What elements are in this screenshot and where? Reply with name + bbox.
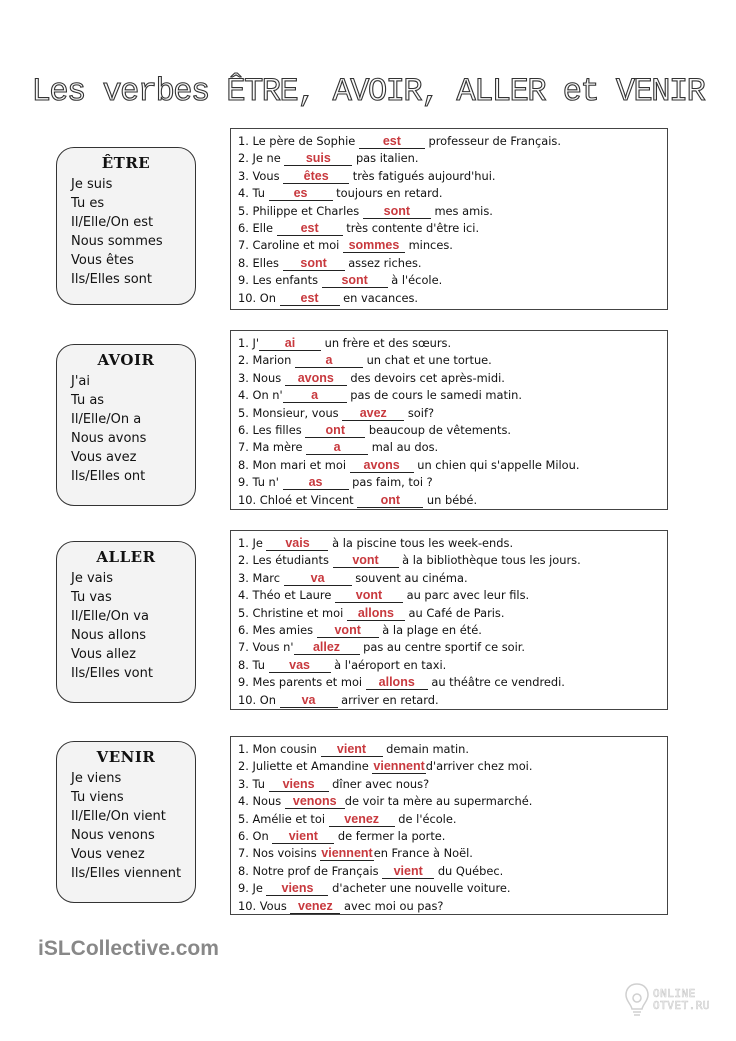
exercise-continuation: au Café de Paris. <box>404 605 505 620</box>
answer-blank[interactable] <box>363 205 431 219</box>
conjugation-line: Vous venez <box>71 847 145 862</box>
answer-text: a <box>333 440 341 455</box>
exercise-prompt: 10. Vous <box>238 898 291 913</box>
conjugation-line: Vous êtes <box>71 253 134 268</box>
answer-text: sont <box>300 255 327 270</box>
exercise-item <box>238 552 667 569</box>
exercise-continuation: au parc avec leur fils. <box>402 588 530 603</box>
answer-blank[interactable] <box>382 865 434 879</box>
exercise-continuation: à la piscine tous les week-ends. <box>328 536 514 550</box>
answer-text: venez <box>298 898 333 913</box>
exercise-item <box>238 133 667 150</box>
exercise-prompt: 8. Elles <box>238 255 283 270</box>
exercise-prompt: 7. Caroline et moi <box>238 238 343 253</box>
conjugation-verb-title: AVOIR <box>97 351 155 369</box>
exercise-box-1 <box>230 330 668 510</box>
answer-text: allons <box>357 605 394 620</box>
answer-blank[interactable] <box>277 222 343 236</box>
exercise-continuation: un chat et une tortue. <box>362 353 492 368</box>
exercise-box-3 <box>230 736 668 915</box>
exercise-prompt: 1. Je <box>238 536 267 550</box>
exercise-prompt: 5. Monsieur, vous <box>238 405 343 420</box>
conjugation-line: Tu as <box>71 393 105 408</box>
exercise-item <box>238 758 667 775</box>
exercise-prompt: 2. Je ne <box>238 151 285 166</box>
exercise-continuation: un chien qui s'appelle Milou. <box>413 457 580 472</box>
conjugation-line: Vous allez <box>71 647 136 662</box>
answer-text: est <box>382 134 401 148</box>
exercise-item <box>238 639 667 656</box>
exercise-item <box>238 674 667 691</box>
conjugation-line: Il/Elle/On est <box>71 215 154 230</box>
answer-blank[interactable] <box>359 135 425 149</box>
answer-text: viens <box>281 881 314 896</box>
answer-text: viennent <box>373 759 425 774</box>
conjugation-box-0 <box>56 147 196 305</box>
exercise-continuation: minces. <box>404 238 453 253</box>
exercise-prompt: 8. Tu <box>238 657 269 672</box>
exercise-continuation: soif? <box>404 405 434 420</box>
answer-blank[interactable] <box>343 239 405 253</box>
exercise-prompt: 3. Marc <box>238 570 284 585</box>
answer-text: va <box>310 570 325 585</box>
answer-blank[interactable] <box>294 641 360 655</box>
conjugation-line: Je vais <box>71 571 114 586</box>
answer-text: suis <box>305 151 331 166</box>
answer-text: vont <box>355 588 383 603</box>
exercise-prompt: 7. Ma mère <box>238 440 307 455</box>
exercise-item <box>238 237 667 254</box>
exercise-continuation: pas au centre sportif ce soir. <box>359 640 526 655</box>
exercise-continuation: avec moi ou pas? <box>340 898 444 913</box>
exercise-continuation: pas faim, toi ? <box>348 475 433 490</box>
exercise-item <box>238 290 667 307</box>
answer-text: vient <box>393 863 423 878</box>
conjugation-box-3 <box>56 741 196 903</box>
exercise-prompt: 6. Mes amies <box>238 622 317 637</box>
answer-blank[interactable] <box>283 389 347 403</box>
exercise-continuation: pas italien. <box>352 151 419 166</box>
answer-blank[interactable] <box>280 694 338 708</box>
answer-blank[interactable] <box>342 407 404 421</box>
answer-blank[interactable] <box>259 337 321 351</box>
exercise-continuation: très fatigués aujourd'hui. <box>349 168 496 183</box>
exercise-continuation: à l'aéroport en taxi. <box>330 657 447 672</box>
exercise-continuation: très contente d'être ici. <box>342 220 480 235</box>
exercise-prompt: 4. Tu <box>238 186 269 201</box>
answer-text: as <box>308 475 323 490</box>
answer-blank[interactable] <box>280 292 340 306</box>
answer-blank[interactable] <box>305 424 365 438</box>
exercise-prompt: 2. Marion <box>238 353 295 368</box>
exercise-continuation: du Québec. <box>434 863 504 878</box>
answer-blank[interactable] <box>350 459 414 473</box>
exercise-continuation: de fermer la porte. <box>334 828 446 843</box>
exercise-item <box>238 622 667 639</box>
exercise-prompt: 1. Le père de Sophie <box>238 134 359 148</box>
exercise-prompt: 6. Elle <box>238 220 277 235</box>
answer-blank[interactable] <box>284 572 352 586</box>
answer-text: vais <box>285 536 310 550</box>
exercise-item <box>238 255 667 272</box>
page-title: Les verbes ÊTRE, AVOIR, ALLER et VENIR <box>31 73 705 110</box>
exercise-continuation: à la plage en été. <box>378 622 482 637</box>
exercise-continuation: un bébé. <box>423 492 478 507</box>
exercise-prompt: 3. Tu <box>238 776 269 791</box>
exercise-continuation: toujours en retard. <box>332 186 443 201</box>
answer-blank[interactable] <box>285 795 345 809</box>
exercise-item <box>238 535 667 552</box>
exercise-prompt: 6. On <box>238 828 273 843</box>
exercise-continuation: de l'école. <box>394 811 457 826</box>
answer-text: sont <box>341 273 368 288</box>
exercise-item <box>238 405 667 422</box>
exercise-prompt: 9. Les enfants <box>238 273 322 288</box>
exercise-item <box>238 863 667 880</box>
exercise-continuation: un frère et des sœurs. <box>320 336 452 350</box>
exercise-prompt: 2. Les étudiants <box>238 553 333 568</box>
answer-blank[interactable] <box>347 607 405 621</box>
exercise-continuation: au théâtre ce vendredi. <box>427 675 565 690</box>
exercise-item <box>238 793 667 810</box>
answer-text: ont <box>380 492 400 507</box>
exercise-prompt: 5. Amélie et toi <box>238 811 329 826</box>
answer-text: allons <box>378 675 415 690</box>
exercise-prompt: 7. Nos voisins <box>238 846 321 861</box>
conjugation-line: Nous venons <box>71 828 155 843</box>
exercise-continuation: des devoirs cet après-midi. <box>346 370 505 385</box>
conjugation-verb-title: ÊTRE <box>101 154 151 172</box>
exercise-item <box>238 387 667 404</box>
exercise-item <box>238 220 667 237</box>
exercise-item <box>238 811 667 828</box>
conjugation-line: Il/Elle/On va <box>71 609 149 624</box>
exercise-continuation: beaucoup de vêtements. <box>365 422 512 437</box>
exercise-item <box>238 898 667 915</box>
conjugation-line: Je viens <box>71 771 122 786</box>
conjugation-line: Nous avons <box>71 431 147 446</box>
exercise-item <box>238 776 667 793</box>
answer-text: venons <box>292 794 337 809</box>
answer-blank[interactable] <box>372 760 425 774</box>
answer-text: avez <box>359 405 387 420</box>
exercise-continuation: mal au dos. <box>368 440 439 455</box>
conjugation-line: Ils/Elles sont <box>71 272 153 287</box>
exercise-prompt: 8. Notre prof de Français <box>238 863 383 878</box>
exercise-continuation: à l'école. <box>387 273 443 288</box>
exercise-item <box>238 203 667 220</box>
exercise-item <box>238 457 667 474</box>
conjugation-line: Tu es <box>71 196 105 211</box>
exercise-prompt: 2. Juliette et Amandine <box>238 759 373 774</box>
answer-blank[interactable] <box>333 554 399 568</box>
exercise-continuation: mes amis. <box>430 203 493 218</box>
answer-blank[interactable] <box>266 537 328 551</box>
exercise-item <box>238 741 667 758</box>
exercise-continuation: d'acheter une nouvelle voiture. <box>328 881 511 896</box>
answer-text: va <box>301 692 316 707</box>
exercise-prompt: 8. Mon mari et moi <box>238 457 350 472</box>
exercise-box-2 <box>230 530 668 710</box>
answer-text: sommes <box>348 238 400 253</box>
watermark <box>624 982 710 1018</box>
conjugation-line: Nous allons <box>71 628 146 643</box>
answer-text: ont <box>325 422 345 437</box>
answer-blank[interactable] <box>283 257 345 271</box>
answer-blank[interactable] <box>269 659 331 673</box>
answer-blank[interactable] <box>321 743 383 757</box>
answer-text: viens <box>282 776 315 791</box>
answer-blank[interactable] <box>366 676 428 690</box>
exercise-continuation: en vacances. <box>339 290 419 305</box>
exercise-prompt: 10. On <box>238 692 280 707</box>
exercise-prompt: 1. Mon cousin <box>238 742 321 756</box>
exercise-item <box>238 422 667 439</box>
exercise-continuation: d'arriver chez moi. <box>425 759 533 774</box>
exercise-continuation: souvent au cinéma. <box>351 570 468 585</box>
exercise-prompt: 9. Tu n' <box>238 475 283 490</box>
conjugation-line: Il/Elle/On vient <box>71 809 166 824</box>
conjugation-verb-title: ALLER <box>96 548 156 566</box>
lightbulb-icon <box>624 982 650 1018</box>
exercise-prompt: 6. Les filles <box>238 422 306 437</box>
answer-text: vas <box>289 657 310 672</box>
exercise-prompt: 4. Théo et Laure <box>238 588 335 603</box>
answer-text: a <box>311 388 319 403</box>
exercise-continuation: en France à Noël. <box>373 846 473 861</box>
exercise-continuation: de voir ta mère au supermarché. <box>344 794 533 809</box>
conjugation-line: Ils/Elles viennent <box>71 866 182 881</box>
exercise-item <box>238 439 667 456</box>
answer-blank[interactable] <box>290 900 340 914</box>
answer-blank[interactable] <box>266 882 328 896</box>
footer-logo: iSLCollective.com <box>38 937 219 960</box>
answer-text: es <box>293 186 308 201</box>
exercise-prompt: 4. On n' <box>238 388 283 403</box>
answer-blank[interactable] <box>283 476 349 490</box>
exercise-prompt: 9. Je <box>238 881 267 896</box>
answer-blank[interactable] <box>269 778 329 792</box>
exercise-item <box>238 692 667 709</box>
exercise-item <box>238 335 667 352</box>
exercise-item <box>238 492 667 509</box>
answer-text: viennent <box>321 846 373 861</box>
conjugation-line: Je suis <box>71 177 113 192</box>
exercise-item <box>238 185 667 202</box>
answer-text: est <box>300 220 319 235</box>
answer-text: ai <box>284 336 296 350</box>
conjugation-line: Ils/Elles vont <box>71 666 153 681</box>
exercise-box-0 <box>230 128 668 310</box>
exercise-prompt: 3. Nous <box>238 370 285 385</box>
exercise-item <box>238 370 667 387</box>
answer-text: vient <box>288 828 318 843</box>
exercise-item <box>238 168 667 185</box>
exercise-item <box>238 605 667 622</box>
watermark-line2: OTVET.RU <box>653 999 710 1012</box>
answer-blank[interactable] <box>335 589 403 603</box>
answer-blank[interactable] <box>295 354 363 368</box>
conjugation-box-2 <box>56 541 196 703</box>
answer-text: sont <box>383 203 411 218</box>
exercise-item <box>238 272 667 289</box>
exercise-prompt: 9. Mes parents et moi <box>238 675 366 690</box>
answer-text: vient <box>336 742 367 756</box>
exercise-continuation: professeur de Français. <box>424 134 561 148</box>
answer-blank[interactable] <box>322 274 388 288</box>
exercise-continuation: à la bibliothèque tous les jours. <box>398 553 581 568</box>
answer-text: venez <box>344 811 380 826</box>
answer-blank[interactable] <box>269 187 333 201</box>
conjugation-line: Nous sommes <box>71 234 163 249</box>
exercise-item <box>238 587 667 604</box>
exercise-continuation: dîner avec nous? <box>328 776 430 791</box>
answer-text: est <box>300 290 319 305</box>
exercise-prompt: 3. Vous <box>238 168 284 183</box>
answer-blank[interactable] <box>320 847 373 861</box>
exercise-prompt: 5. Philippe et Charles <box>238 203 363 218</box>
conjugation-box-1 <box>56 344 196 506</box>
exercise-prompt: 4. Nous <box>238 794 285 809</box>
answer-blank[interactable] <box>357 494 423 508</box>
exercise-prompt: 1. J' <box>238 336 259 350</box>
exercise-item <box>238 845 667 862</box>
conjugation-line: Tu vas <box>71 590 112 605</box>
answer-blank[interactable] <box>283 170 349 184</box>
answer-blank[interactable] <box>306 441 368 455</box>
answer-text: avons <box>297 370 334 385</box>
exercise-item <box>238 657 667 674</box>
exercise-prompt: 10. On <box>238 290 280 305</box>
conjugation-line: Il/Elle/On a <box>71 412 142 427</box>
exercise-item <box>238 352 667 369</box>
exercise-continuation: assez riches. <box>344 255 422 270</box>
conjugation-verb-title: VENIR <box>96 748 156 766</box>
answer-blank[interactable] <box>272 830 334 844</box>
exercise-continuation: arriver en retard. <box>337 692 439 707</box>
exercise-item <box>238 570 667 587</box>
exercise-continuation: demain matin. <box>382 742 470 756</box>
answer-blank[interactable] <box>285 372 347 386</box>
exercise-prompt: 5. Christine et moi <box>238 605 347 620</box>
answer-blank[interactable] <box>329 813 395 827</box>
exercise-prompt: 7. Vous n' <box>238 640 294 655</box>
answer-text: avons <box>363 457 400 472</box>
exercise-continuation: pas de cours le samedi matin. <box>346 388 522 403</box>
answer-blank[interactable] <box>317 624 379 638</box>
exercise-item <box>238 880 667 897</box>
exercise-prompt: 10. Chloé et Vincent <box>238 492 358 507</box>
conjugation-line: J'ai <box>71 374 90 389</box>
answer-text: êtes <box>303 168 329 183</box>
conjugation-line: Ils/Elles ont <box>71 469 146 484</box>
answer-text: vont <box>334 622 361 637</box>
conjugation-line: Tu viens <box>71 790 124 805</box>
answer-text: a <box>325 353 333 368</box>
answer-text: vont <box>352 553 379 568</box>
answer-blank[interactable] <box>284 152 352 166</box>
conjugation-line: Vous avez <box>71 450 137 465</box>
exercise-item <box>238 828 667 845</box>
exercise-item <box>238 150 667 167</box>
watermark-line1: ONLINE <box>653 987 696 1000</box>
answer-text: allez <box>312 640 341 655</box>
exercise-item <box>238 474 667 491</box>
